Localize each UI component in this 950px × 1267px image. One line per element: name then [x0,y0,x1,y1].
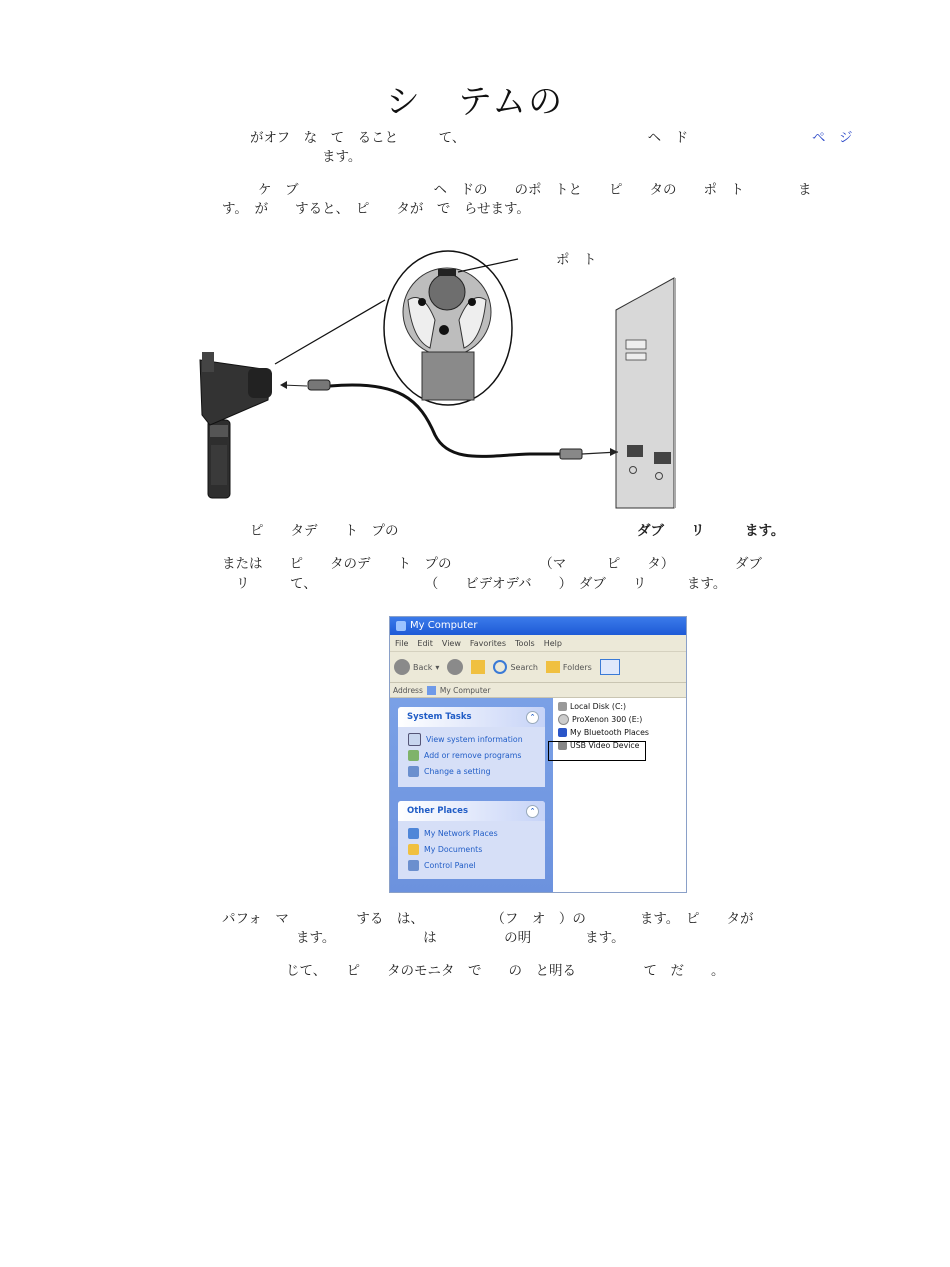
other-places-header: Other Places [407,806,468,816]
system-tasks-header: System Tasks [407,712,472,722]
folder-icon [546,661,560,673]
paragraph-5-line-2: ます。 は の明 ます。 [296,930,625,946]
computer-icon [427,686,436,695]
back-arrow-icon [394,659,410,675]
collapse-icon[interactable]: ⌃ [526,711,539,724]
connection-illustration [190,240,690,515]
system-info-icon [408,733,421,746]
address-label: Address [393,685,423,695]
menu-view[interactable]: View [441,638,461,648]
task-view-system-information[interactable]: View system information [398,731,545,747]
drive-local-disk[interactable]: Local Disk (C:) [555,700,686,713]
address-bar [390,683,686,698]
task-pane [390,698,553,893]
drive-usb-video-device[interactable]: USB Video Device [555,739,686,752]
otoscope-icon [200,352,272,498]
cd-drive-icon [558,714,569,725]
menu-bar [390,635,686,652]
page-title: シ テムの [385,82,565,122]
control-panel-icon [408,860,419,871]
hard-disk-icon [558,702,567,711]
drive-cd[interactable]: ProXenon 300 (E:) [555,713,686,726]
network-icon [408,828,419,839]
paragraph-4-line-2: リ て、 （ ビデオデバ ） ダブ リ ます。 [236,576,727,592]
window-title-bar [390,617,686,635]
drive-list [555,698,686,893]
window-body [390,698,686,893]
search-icon [493,660,507,674]
menu-edit[interactable]: Edit [417,638,433,648]
address-value[interactable]: My Computer [439,685,491,695]
toolbar [390,652,686,683]
place-my-documents[interactable]: My Documents [398,841,545,857]
back-button[interactable]: Back ▾ [394,659,439,675]
paragraph-5-line-1: パフォ マ する は、 （フ オ ）の ます。 ピ タが [222,911,754,927]
paragraph-3-bold: ダブ リ ます。 [637,523,785,539]
page-link[interactable]: ペ ジ [812,130,853,146]
menu-tools[interactable]: Tools [515,638,535,648]
programs-icon [408,750,419,761]
bluetooth-icon [558,728,567,737]
paragraph-2-line-1: ケ ブ ヘ ドの のポ トと ピ タの ポ ト ま [258,182,812,198]
menu-favorites[interactable]: Favorites [469,638,507,648]
paragraph-1-line-2: ます。 [322,149,362,165]
views-button[interactable] [600,659,620,675]
place-control-panel[interactable]: Control Panel [398,857,545,873]
up-folder-icon[interactable] [471,660,485,674]
drive-bluetooth[interactable]: My Bluetooth Places [555,726,686,739]
collapse-icon[interactable]: ⌃ [526,805,539,818]
other-places-panel [398,801,545,879]
paragraph-4-line-1: または ピ タのデ ト プの （マ ピ タ） ダブ [222,556,762,572]
place-my-network-places[interactable]: My Network Places [398,825,545,841]
computer-icon [396,621,406,631]
paragraph-1-line-1: がオフ な て ること て、 ヘ ド [250,130,689,146]
pc-tower-icon [616,278,676,508]
folders-button[interactable]: Folders [546,661,592,673]
paragraph-3-part-1: ピ タデ ト プの [250,523,399,539]
usb-video-device-highlight [548,741,646,761]
port-zoom-icon [384,251,518,405]
documents-folder-icon [408,844,419,855]
forward-button[interactable] [447,659,463,675]
task-change-setting[interactable]: Change a setting [398,763,545,779]
paragraph-2-line-2: す。 が すると、 ピ タが で らせます。 [222,201,530,217]
paragraph-6-line-1: じて、 ピ タのモニタ で の と明る て だ 。 [286,963,725,979]
menu-file[interactable]: File [395,638,409,648]
port-label: ポ ト [556,252,597,268]
menu-help[interactable]: Help [543,638,562,648]
search-button[interactable]: Search [493,660,537,674]
task-add-remove-programs[interactable]: Add or remove programs [398,747,545,763]
window-title: My Computer [410,620,478,631]
settings-icon [408,766,419,777]
system-tasks-panel [398,707,545,787]
